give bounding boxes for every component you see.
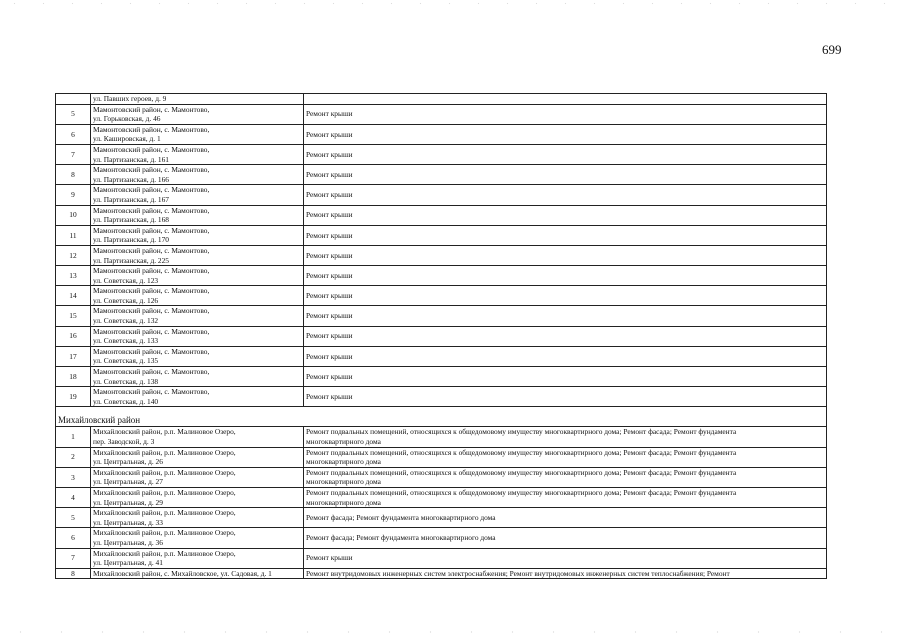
address-line: ул. Партизанская, д. 170 [93, 235, 169, 245]
address-line: ул. Павших героев, д. 9 [93, 94, 167, 103]
work-type-line: многоквартирного дома [306, 457, 381, 467]
table-row [56, 94, 827, 105]
work-type-cell [304, 467, 827, 487]
address-line: ул. Советская, д. 135 [93, 356, 159, 366]
work-type-line: Ремонт крыши [306, 270, 353, 280]
work-type-cell [304, 266, 827, 286]
work-type-cell [304, 427, 827, 447]
address-line: ул. Центральная, д. 29 [93, 497, 163, 507]
work-type-line: многоквартирного дома [306, 437, 381, 446]
table-row [56, 144, 827, 164]
table-row [56, 568, 827, 579]
table-row [56, 326, 827, 346]
address-line: Мамонтовский район, с. Мамонтово, [93, 124, 210, 134]
table-row [56, 245, 827, 265]
table-row [56, 286, 827, 306]
work-type-line: многоквартирного дома [306, 477, 381, 487]
address-line: ул. Партизанская, д. 168 [93, 215, 169, 225]
address-cell [91, 266, 304, 286]
table-row [56, 528, 827, 548]
address-line: Михайловский район, с. Михайловское, ул. Садовая, д. 1 [93, 568, 272, 578]
address-line: ул. Центральная, д. 41 [93, 558, 163, 568]
address-cell [91, 427, 304, 447]
work-type-line: Ремонт крыши [306, 250, 353, 260]
table-row [56, 346, 827, 366]
address-line: ул. Партизанская, д. 161 [93, 154, 169, 164]
address-line: Михайловский район, р.п. Малиновое Озеро, [93, 447, 236, 457]
address-line: ул. Советская, д. 138 [93, 376, 159, 386]
table-row [56, 205, 827, 225]
work-type-cell [304, 508, 827, 528]
work-type-cell [304, 94, 827, 105]
address-cell [91, 185, 304, 205]
mamontovsky-rows [56, 94, 827, 407]
address-line: Мамонтовский район, с. Мамонтово, [93, 306, 210, 316]
row-number: 2 [56, 447, 91, 467]
work-type-line: Ремонт крыши [306, 331, 353, 341]
work-type-line: Ремонт крыши [306, 553, 353, 563]
scan-noise-bottom [0, 630, 905, 634]
row-number: 19 [56, 387, 91, 407]
address-line: Мамонтовский район, с. Мамонтово, [93, 387, 210, 397]
work-type-cell [304, 205, 827, 225]
work-type-cell [304, 124, 827, 144]
address-line: ул. Партизанская, д. 166 [93, 174, 169, 184]
address-line: Мамонтовский район, с. Мамонтово, [93, 205, 210, 215]
address-cell [91, 326, 304, 346]
row-number: 5 [56, 104, 91, 124]
work-type-line: Ремонт внутридомовых инженерных систем электроснабжения; Ремонт внутридомовых инженерных систем теплоснабжения; Ремонт [306, 568, 730, 578]
row-number: 8 [56, 568, 91, 579]
district-heading: Михайловский район [56, 407, 827, 427]
row-number: 11 [56, 225, 91, 245]
address-line: Мамонтовский район, с. Мамонтово, [93, 346, 210, 356]
address-line: Мамонтовский район, с. Мамонтово, [93, 326, 210, 336]
work-type-cell [304, 144, 827, 164]
address-line: ул. Центральная, д. 27 [93, 477, 163, 487]
row-number: 8 [56, 165, 91, 185]
work-type-line: Ремонт фасада; Ремонт фундамента многоквартирного дома [306, 512, 496, 522]
work-type-line: Ремонт крыши [306, 311, 353, 321]
address-cell [91, 467, 304, 487]
row-number: 16 [56, 326, 91, 346]
row-number: 5 [56, 508, 91, 528]
table-row [56, 447, 827, 467]
table-row [56, 548, 827, 568]
address-line: ул. Партизанская, д. 167 [93, 194, 169, 204]
work-type-line: Ремонт фасада; Ремонт фундамента многоквартирного дома [306, 533, 496, 543]
work-type-cell [304, 487, 827, 507]
table-row [56, 165, 827, 185]
row-number: 13 [56, 266, 91, 286]
row-number: 18 [56, 367, 91, 387]
address-line: Мамонтовский район, с. Мамонтово, [93, 144, 210, 154]
address-line: Михайловский район, р.п. Малиновое Озеро, [93, 467, 236, 477]
work-type-cell [304, 225, 827, 245]
address-line: ул. Советская, д. 132 [93, 316, 159, 326]
address-line: ул. Центральная, д. 26 [93, 457, 163, 467]
row-number: 15 [56, 306, 91, 326]
work-type-cell [304, 387, 827, 407]
work-type-line: Ремонт крыши [306, 190, 353, 200]
address-cell [91, 528, 304, 548]
table-row [56, 185, 827, 205]
work-type-line: Ремонт подвальных помещений, относящихся к общедомовому имуществу многоквартирного дома; Ремонт фасада; Ремонт фундамента [306, 487, 737, 497]
address-cell [91, 94, 304, 105]
table-row [56, 104, 827, 124]
address-line: ул. Партизанская, д. 225 [93, 255, 169, 265]
address-cell [91, 306, 304, 326]
work-type-cell [304, 548, 827, 568]
address-cell [91, 387, 304, 407]
work-type-line: Ремонт подвальных помещений, относящихся к общедомовому имуществу многоквартирного дома; Ремонт фасада; Ремонт фундамента [306, 467, 737, 477]
table-row [56, 124, 827, 144]
row-number: 7 [56, 144, 91, 164]
work-type-line: Ремонт крыши [306, 210, 353, 220]
table-row [56, 487, 827, 507]
address-cell [91, 144, 304, 164]
address-cell [91, 487, 304, 507]
work-type-line: Ремонт крыши [306, 169, 353, 179]
address-cell [91, 104, 304, 124]
work-type-line: Ремонт крыши [306, 129, 353, 139]
row-number: 3 [56, 467, 91, 487]
work-type-line: многоквартирного дома [306, 497, 381, 507]
table-row [56, 508, 827, 528]
address-cell [91, 346, 304, 366]
row-number: 12 [56, 245, 91, 265]
address-cell [91, 548, 304, 568]
table-row [56, 225, 827, 245]
work-type-cell [304, 367, 827, 387]
address-cell [91, 165, 304, 185]
district-heading-row [56, 407, 827, 427]
address-cell [91, 568, 304, 579]
address-line: пер. Заводской, д. 3 [93, 437, 155, 446]
work-type-cell [304, 306, 827, 326]
address-line: Мамонтовский район, с. Мамонтово, [93, 286, 210, 296]
address-cell [91, 286, 304, 306]
address-cell [91, 205, 304, 225]
work-type-cell [304, 568, 827, 579]
address-line: ул. Советская, д. 123 [93, 275, 159, 285]
row-number: 9 [56, 185, 91, 205]
row-number: 14 [56, 286, 91, 306]
address-line: ул. Советская, д. 126 [93, 295, 159, 305]
work-type-cell [304, 326, 827, 346]
address-line: ул. Центральная, д. 36 [93, 537, 163, 547]
table-row [56, 306, 827, 326]
row-number: 6 [56, 124, 91, 144]
work-type-cell [304, 165, 827, 185]
district-section [56, 407, 827, 427]
table-row [56, 427, 827, 447]
work-type-cell [304, 346, 827, 366]
row-number [56, 94, 91, 105]
work-type-cell [304, 528, 827, 548]
row-number: 6 [56, 528, 91, 548]
table-row [56, 467, 827, 487]
work-type-line: Ремонт крыши [306, 371, 353, 381]
row-number: 17 [56, 346, 91, 366]
work-type-cell [304, 286, 827, 306]
address-cell [91, 508, 304, 528]
address-line: Михайловский район, р.п. Малиновое Озеро, [93, 528, 236, 538]
address-cell [91, 124, 304, 144]
address-cell [91, 245, 304, 265]
row-number: 7 [56, 548, 91, 568]
mikhailovsky-rows [56, 427, 827, 579]
work-type-line: Ремонт крыши [306, 149, 353, 159]
address-line: Мамонтовский район, с. Мамонтово, [93, 104, 210, 114]
address-line: Мамонтовский район, с. Мамонтово, [93, 165, 210, 175]
work-type-line: Ремонт крыши [306, 351, 353, 361]
row-number: 10 [56, 205, 91, 225]
work-type-cell [304, 245, 827, 265]
address-line: Михайловский район, р.п. Малиновое Озеро, [93, 508, 236, 518]
address-line: Мамонтовский район, с. Мамонтово, [93, 245, 210, 255]
address-line: Мамонтовский район, с. Мамонтово, [93, 367, 210, 377]
address-line: ул. Советская, д. 133 [93, 336, 159, 346]
scan-noise-top [0, 2, 905, 5]
address-line: ул. Советская, д. 140 [93, 396, 159, 406]
table-row [56, 387, 827, 407]
table-row [56, 266, 827, 286]
work-type-cell [304, 185, 827, 205]
address-cell [91, 447, 304, 467]
table-row [56, 367, 827, 387]
row-number: 1 [56, 427, 91, 447]
address-line: Михайловский район, р.п. Малиновое Озеро, [93, 427, 236, 437]
work-type-line: Ремонт крыши [306, 392, 353, 402]
address-line: ул. Горьковская, д. 46 [93, 114, 161, 124]
work-type-cell [304, 447, 827, 467]
address-line: Михайловский район, р.п. Малиновое Озеро, [93, 487, 236, 497]
address-cell [91, 225, 304, 245]
address-line: ул. Кашировская, д. 1 [93, 134, 161, 144]
address-line: Михайловский район, р.п. Малиновое Озеро, [93, 548, 236, 558]
address-line: ул. Центральная, д. 33 [93, 517, 163, 527]
address-line: Мамонтовский район, с. Мамонтово, [93, 185, 210, 195]
work-type-line: Ремонт крыши [306, 291, 353, 301]
repair-registry-table [55, 93, 827, 579]
address-cell [91, 367, 304, 387]
address-line: Мамонтовский район, с. Мамонтово, [93, 266, 210, 276]
work-type-line: Ремонт подвальных помещений, относящихся к общедомовому имуществу многоквартирного дома; Ремонт фасада; Ремонт фундамента [306, 447, 737, 457]
page-number: 699 [822, 42, 842, 57]
work-type-line: Ремонт подвальных помещений, относящихся к общедомовому имуществу многоквартирного дома; Ремонт фасада; Ремонт фундамента [306, 427, 737, 437]
row-number: 4 [56, 487, 91, 507]
work-type-line: Ремонт крыши [306, 230, 353, 240]
address-line: Мамонтовский район, с. Мамонтово, [93, 225, 210, 235]
work-type-line: Ремонт крыши [306, 109, 353, 119]
work-type-cell [304, 104, 827, 124]
